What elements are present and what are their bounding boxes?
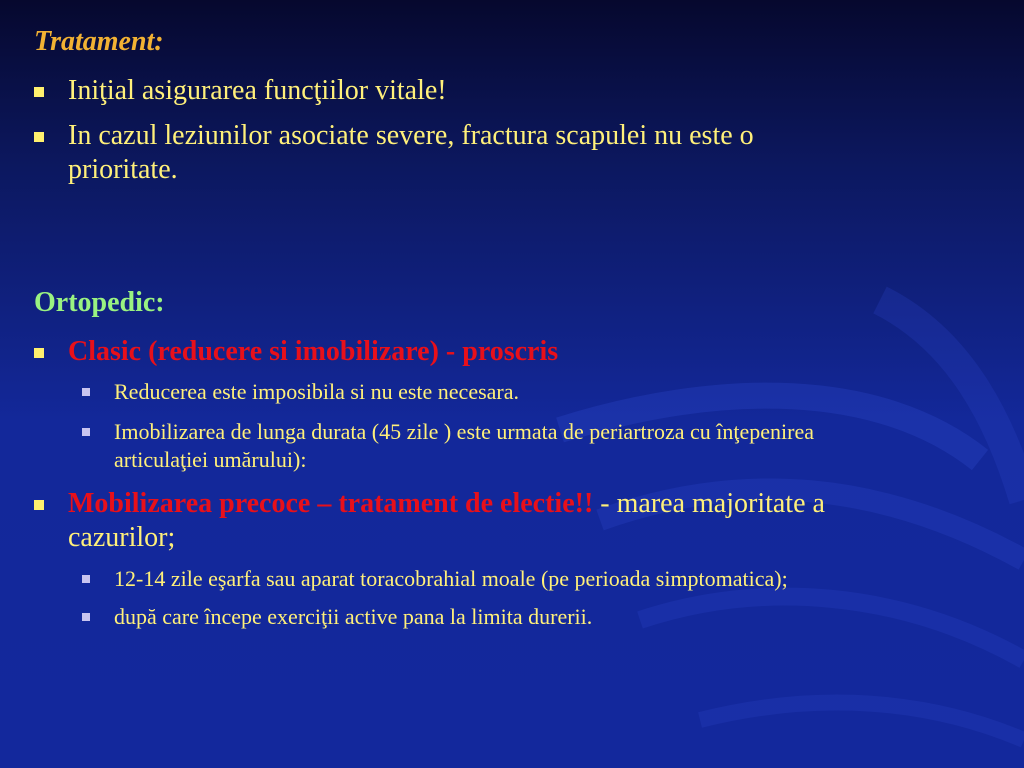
heading-tratament: Tratament: — [34, 26, 164, 57]
sub-bullet-text-continuation: articulaţiei umărului): — [114, 447, 307, 472]
sub-bullet-text: 12-14 zile eşarfa sau aparat toracobrahial moale (pe perioada simptomatica); — [114, 566, 788, 591]
bullet-text-continuation: cazurilor; — [68, 522, 176, 553]
normal-text: - marea majoritate a — [593, 488, 825, 519]
heading-ortopedic: Ortopedic: — [34, 287, 165, 318]
square-sub-bullet-icon — [82, 428, 90, 436]
square-sub-bullet-icon — [82, 388, 90, 396]
bullet-text-continuation: prioritate. — [68, 154, 178, 185]
square-bullet-icon — [34, 87, 44, 97]
square-bullet-icon — [34, 500, 44, 510]
square-sub-bullet-icon — [82, 575, 90, 583]
square-bullet-icon — [34, 348, 44, 358]
bullet-text — [68, 487, 825, 521]
emphasis-text: Mobilizarea precoce – tratament de electie!! — [68, 488, 594, 519]
sub-bullet-text: după care începe exerciţii active pana la limita durerii. — [114, 604, 593, 629]
bullet-text: Iniţial asigurarea funcţiilor vitale! — [68, 75, 447, 106]
square-sub-bullet-icon — [82, 613, 90, 621]
bullet-text: In cazul leziunilor asociate severe, fractura scapulei nu este o — [68, 120, 754, 151]
square-bullet-icon — [34, 132, 44, 142]
bullet-text-emphasis: Clasic (reducere si imobilizare) - proscris — [68, 336, 559, 367]
sub-bullet-text: Reducerea este imposibila si nu este necesara. — [114, 379, 520, 404]
sub-bullet-text: Imobilizarea de lunga durata (45 zile ) este urmata de periartroza cu înţepenirea — [114, 419, 814, 444]
